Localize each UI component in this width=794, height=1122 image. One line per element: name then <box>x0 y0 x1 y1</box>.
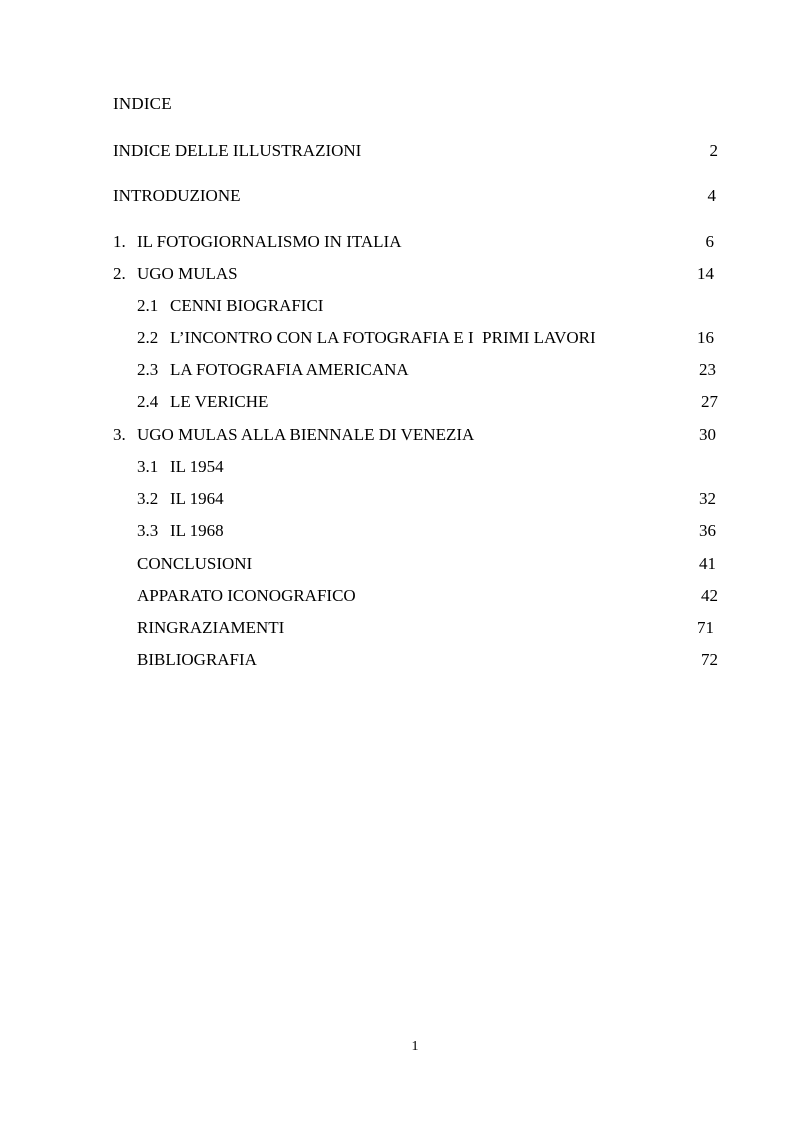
toc-entry-page: 6 <box>705 232 714 251</box>
toc-entry-number: 2.1 <box>137 296 159 315</box>
toc-entry-number: 3.1 <box>137 457 159 476</box>
toc-entry <box>137 295 323 317</box>
toc-entry <box>137 617 284 639</box>
toc-entry-page: 16 <box>697 328 714 347</box>
toc-entry-number: 2.3 <box>137 360 159 379</box>
toc-entry <box>137 456 224 478</box>
toc-entry-page: 42 <box>701 586 718 605</box>
toc-entry-page: 30 <box>699 425 716 444</box>
toc-entry-label: BIBLIOGRAFIA <box>137 650 257 669</box>
toc-entry-label: INDICE DELLE ILLUSTRAZIONI <box>113 141 362 160</box>
toc-entry <box>113 140 361 162</box>
toc-entry-page: 27 <box>701 392 718 411</box>
toc-entry-page: 32 <box>699 489 716 508</box>
toc-entry-number: 3. <box>113 425 126 444</box>
toc-entry <box>113 185 240 207</box>
toc-entry-label: LE VERICHE <box>170 392 269 411</box>
toc-entry-number: 2.2 <box>137 328 159 347</box>
toc-entry-label: L’INCONTRO CON LA FOTOGRAFIA E I PRIMI LAVORI <box>170 328 596 347</box>
toc-entry <box>113 263 238 285</box>
toc-entry-number: 3.3 <box>137 521 159 540</box>
toc-entry <box>137 649 257 671</box>
toc-entry-page: 4 <box>707 186 716 205</box>
toc-entry-number: 2. <box>113 264 126 283</box>
toc-entry-page: 36 <box>699 521 716 540</box>
toc-entry-label: CENNI BIOGRAFICI <box>170 296 324 315</box>
toc-entry-number: 1. <box>113 232 126 251</box>
toc-entry <box>137 391 268 413</box>
toc-entry-label: RINGRAZIAMENTI <box>137 618 285 637</box>
toc-entry-label: IL 1968 <box>170 521 224 540</box>
toc-entry <box>137 520 224 542</box>
toc-entry <box>113 424 474 446</box>
toc-entry-label: APPARATO ICONOGRAFICO <box>137 586 356 605</box>
toc-heading: INDICE <box>113 94 172 113</box>
toc-entry <box>137 327 596 349</box>
toc-entry-page: 14 <box>697 264 714 283</box>
toc-entry-number: 3.2 <box>137 489 159 508</box>
toc-entry-label: UGO MULAS ALLA BIENNALE DI VENEZIA <box>137 425 475 444</box>
toc-entry <box>137 359 409 381</box>
toc-entry-label: IL 1954 <box>170 457 224 476</box>
toc-entry-label: CONCLUSIONI <box>137 554 253 573</box>
toc-entry-label: LA FOTOGRAFIA AMERICANA <box>170 360 409 379</box>
toc-entry-page: 23 <box>699 360 716 379</box>
toc-entry-page: 71 <box>697 618 714 637</box>
toc-entry-label: IL 1964 <box>170 489 224 508</box>
toc-entry-number: 2.4 <box>137 392 159 411</box>
toc-entry-page: 2 <box>709 141 718 160</box>
page-number: 1 <box>411 1039 419 1054</box>
toc-entry <box>137 585 356 607</box>
toc-entry <box>137 553 252 575</box>
toc-entry-label: INTRODUZIONE <box>113 186 241 205</box>
toc-entry-label: IL FOTOGIORNALISMO IN ITALIA <box>137 232 402 251</box>
toc-entry <box>113 231 401 253</box>
toc-entry <box>137 488 224 510</box>
toc-entry-label: UGO MULAS <box>137 264 238 283</box>
toc-entry-page: 41 <box>699 554 716 573</box>
toc-entry-page: 72 <box>701 650 718 669</box>
